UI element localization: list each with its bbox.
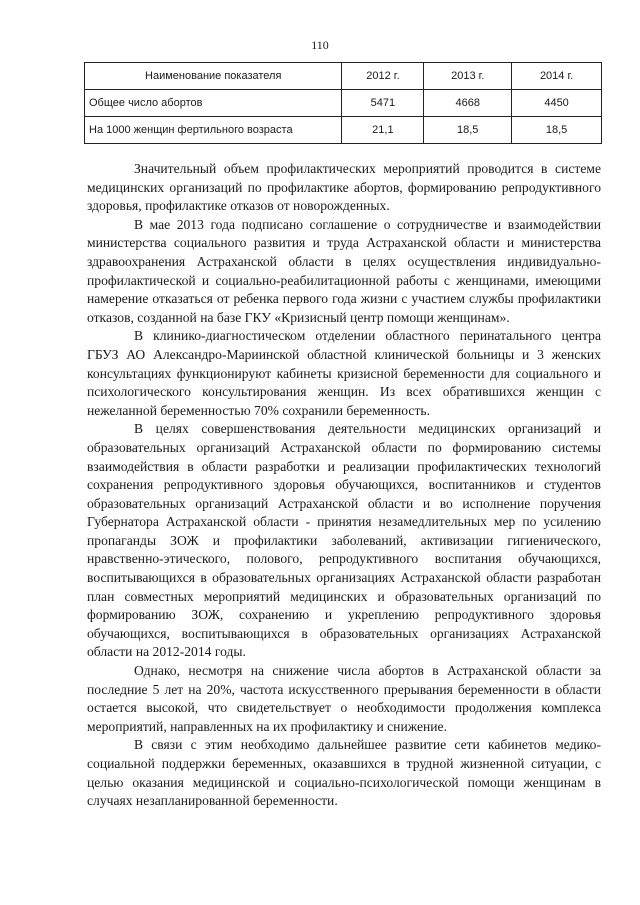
row-label: Общее число абортов: [85, 90, 342, 117]
table-header-row: [85, 63, 602, 90]
column-header-2014: 2014 г.: [512, 63, 602, 90]
table-row: [85, 90, 602, 117]
cell-value: 4668: [424, 90, 512, 117]
indicators-table: [84, 62, 602, 144]
column-header-2013: 2013 г.: [424, 63, 512, 90]
cell-value: 4450: [512, 90, 602, 117]
cell-value: 5471: [342, 90, 424, 117]
cell-value: 21,1: [342, 117, 424, 144]
cell-value: 18,5: [424, 117, 512, 144]
table-row: [85, 117, 602, 144]
cell-value: 18,5: [512, 117, 602, 144]
paragraph: В связи с этим необходимо дальнейшее развитие сети кабинетов медико-социальной поддержки беременных, оказавшихся в трудной жизненной ситуации, с целью оказания медицинской и социально-психологической помощи женщинам в случаях незапланированной беременности.: [87, 737, 601, 809]
paragraph: Однако, несмотря на снижение числа абортов в Астраханской области за последние 5 лет на 20%, частота искусственного прерывания беременности в области остается высокой, что свидетельствует о необходимости продолжения комплекса мероприятий, направленных на их профилактику и снижение.: [87, 663, 601, 734]
column-header-2012: 2012 г.: [342, 63, 424, 90]
document-body: [87, 160, 601, 811]
paragraph: В мае 2013 года подписано соглашение о сотрудничестве и взаимодействии министерства социального развития и труда Астраханской области и министерства здравоохранения Астраханской области в целях осуществления индивидуально-профилактической и социально-реабилитационной работы с женщинами, имеющими намерение отказаться от ребенка первого года жизни с участием службы профилактики отказов, созданной на базе ГКУ «Кризисный центр помощи женщинам».: [87, 216, 601, 325]
paragraph: В клинико-диагностическом отделении областного перинатального центра ГБУЗ АО Александро-Мариинской областной клинической больницы и 3 женских консультациях функционируют кабинеты кризисной беременности для социального и психологического консультирования женщин. Из всех обратившихся женщин с нежеланной беременностью 70% сохранили беременность.: [87, 328, 601, 418]
row-label: На 1000 женщин фертильного возраста: [85, 117, 342, 144]
page-number: 110: [311, 38, 329, 52]
paragraph: В целях совершенствования деятельности медицинских организаций и образовательных организаций Астраханской области по формированию системы взаимодействия в области разработки и реализации профилактических технологий сохранения репродуктивного здоровья обучающихся, воспитанников и студентов образовательных организаций Астраханской области и во исполнение поручения Губернатора Астраханской области - принятия незамедлительных мер по усилению пропаганды ЗОЖ и профилактики заболеваний, активизации гигиенического, нравственно-этического, полового, репродуктивного воспитания обучающихся, воспитывающихся в образовательных организациях Астраханской области разработан план совместных мероприятий медицинских и образовательных организаций по формированию ЗОЖ, сохранению и укреплению репродуктивного здоровья обучающихся, воспитывающихся в образовательных организациях Астраханской области на 2012-2014 годы.: [87, 421, 601, 660]
column-header-indicator: Наименование показателя: [85, 63, 342, 90]
paragraph: Значительный объем профилактических мероприятий проводится в системе медицинских организаций по профилактике абортов, формированию репродуктивного здоровья, профилактике отказов от новорожденных.: [87, 161, 601, 214]
